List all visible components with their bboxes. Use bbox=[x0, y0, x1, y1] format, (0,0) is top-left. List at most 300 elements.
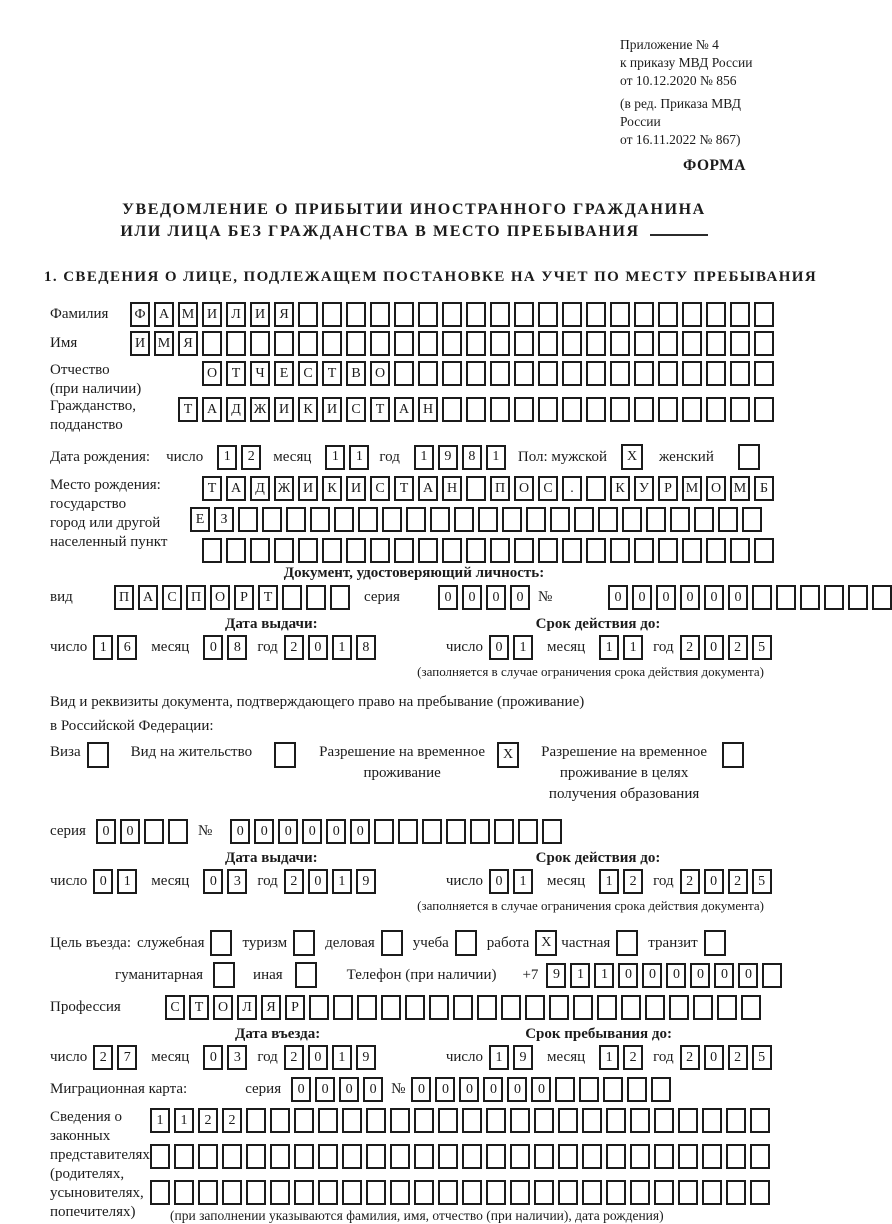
char-cell[interactable]: 0 bbox=[120, 819, 140, 844]
char-cell[interactable] bbox=[150, 1144, 170, 1169]
char-cell[interactable] bbox=[226, 331, 246, 356]
char-cell[interactable] bbox=[442, 361, 462, 386]
profession-cells[interactable] bbox=[165, 995, 761, 1020]
char-cell[interactable] bbox=[762, 963, 782, 988]
stay-until-year[interactable] bbox=[680, 1045, 772, 1070]
char-cell[interactable] bbox=[430, 507, 450, 532]
char-cell[interactable] bbox=[322, 302, 342, 327]
surname-cells[interactable] bbox=[130, 302, 774, 327]
purpose-tourism-checkbox[interactable] bbox=[293, 930, 315, 956]
char-cell[interactable]: 5 bbox=[752, 1045, 772, 1070]
char-cell[interactable] bbox=[726, 1144, 746, 1169]
char-cell[interactable] bbox=[501, 995, 521, 1020]
char-cell[interactable] bbox=[750, 1180, 770, 1205]
char-cell[interactable] bbox=[606, 1180, 626, 1205]
char-cell[interactable] bbox=[382, 507, 402, 532]
char-cell[interactable]: 0 bbox=[462, 585, 482, 610]
char-cell[interactable] bbox=[730, 397, 750, 422]
char-cell[interactable]: X bbox=[497, 742, 519, 768]
char-cell[interactable] bbox=[442, 302, 462, 327]
migration-series-cells[interactable] bbox=[291, 1077, 383, 1102]
char-cell[interactable] bbox=[330, 585, 350, 610]
option-residence-permit-checkbox[interactable] bbox=[274, 742, 296, 768]
birth-place-cells-row2[interactable] bbox=[190, 507, 774, 532]
char-cell[interactable] bbox=[582, 1144, 602, 1169]
purpose-transit-checkbox[interactable] bbox=[704, 930, 726, 956]
char-cell[interactable] bbox=[390, 1108, 410, 1133]
char-cell[interactable] bbox=[534, 1144, 554, 1169]
char-cell[interactable] bbox=[318, 1144, 338, 1169]
char-cell[interactable]: 0 bbox=[203, 869, 223, 894]
char-cell[interactable] bbox=[646, 507, 666, 532]
char-cell[interactable]: 1 bbox=[623, 635, 643, 660]
char-cell[interactable]: 0 bbox=[489, 869, 509, 894]
doc-number-cells[interactable] bbox=[608, 585, 892, 610]
char-cell[interactable] bbox=[318, 1180, 338, 1205]
char-cell[interactable] bbox=[610, 538, 630, 563]
char-cell[interactable]: 1 bbox=[599, 635, 619, 660]
char-cell[interactable]: 0 bbox=[728, 585, 748, 610]
char-cell[interactable]: Б bbox=[754, 476, 774, 501]
char-cell[interactable] bbox=[246, 1108, 266, 1133]
char-cell[interactable] bbox=[562, 538, 582, 563]
char-cell[interactable]: П bbox=[114, 585, 134, 610]
char-cell[interactable] bbox=[442, 397, 462, 422]
char-cell[interactable]: 1 bbox=[513, 869, 533, 894]
char-cell[interactable] bbox=[438, 1144, 458, 1169]
char-cell[interactable]: 7 bbox=[117, 1045, 137, 1070]
char-cell[interactable] bbox=[366, 1108, 386, 1133]
migration-number-cells[interactable] bbox=[411, 1077, 671, 1102]
char-cell[interactable]: 0 bbox=[690, 963, 710, 988]
char-cell[interactable] bbox=[226, 538, 246, 563]
char-cell[interactable]: 0 bbox=[459, 1077, 479, 1102]
char-cell[interactable] bbox=[694, 507, 714, 532]
char-cell[interactable] bbox=[358, 507, 378, 532]
birth-place-cells-row3[interactable] bbox=[202, 538, 774, 563]
char-cell[interactable] bbox=[627, 1077, 647, 1102]
char-cell[interactable]: 2 bbox=[241, 445, 261, 470]
char-cell[interactable] bbox=[342, 1180, 362, 1205]
char-cell[interactable]: 0 bbox=[618, 963, 638, 988]
char-cell[interactable] bbox=[150, 1180, 170, 1205]
char-cell[interactable]: 0 bbox=[278, 819, 298, 844]
char-cell[interactable] bbox=[466, 397, 486, 422]
char-cell[interactable] bbox=[486, 1108, 506, 1133]
char-cell[interactable]: Т bbox=[189, 995, 209, 1020]
char-cell[interactable] bbox=[470, 819, 490, 844]
char-cell[interactable] bbox=[333, 995, 353, 1020]
char-cell[interactable] bbox=[670, 507, 690, 532]
char-cell[interactable]: 6 bbox=[117, 635, 137, 660]
char-cell[interactable] bbox=[586, 538, 606, 563]
option-temp-residence-checkbox[interactable] bbox=[497, 742, 519, 768]
char-cell[interactable] bbox=[455, 930, 477, 956]
char-cell[interactable] bbox=[442, 538, 462, 563]
char-cell[interactable] bbox=[538, 397, 558, 422]
char-cell[interactable] bbox=[210, 930, 232, 956]
char-cell[interactable] bbox=[606, 1144, 626, 1169]
char-cell[interactable]: И bbox=[202, 302, 222, 327]
char-cell[interactable]: 1 bbox=[117, 869, 137, 894]
purpose-study-checkbox[interactable] bbox=[455, 930, 477, 956]
char-cell[interactable] bbox=[562, 361, 582, 386]
char-cell[interactable]: С bbox=[346, 397, 366, 422]
char-cell[interactable] bbox=[282, 585, 302, 610]
char-cell[interactable]: Р bbox=[285, 995, 305, 1020]
purpose-business-checkbox[interactable] bbox=[381, 930, 403, 956]
char-cell[interactable]: Р bbox=[234, 585, 254, 610]
char-cell[interactable]: 0 bbox=[308, 1045, 328, 1070]
char-cell[interactable]: М bbox=[730, 476, 750, 501]
char-cell[interactable]: 0 bbox=[315, 1077, 335, 1102]
char-cell[interactable] bbox=[616, 930, 638, 956]
char-cell[interactable] bbox=[429, 995, 449, 1020]
char-cell[interactable] bbox=[706, 397, 726, 422]
char-cell[interactable]: 2 bbox=[198, 1108, 218, 1133]
purpose-humanitarian-checkbox[interactable] bbox=[213, 962, 235, 988]
char-cell[interactable]: 2 bbox=[284, 869, 304, 894]
char-cell[interactable] bbox=[514, 302, 534, 327]
char-cell[interactable]: 0 bbox=[666, 963, 686, 988]
char-cell[interactable] bbox=[213, 962, 235, 988]
char-cell[interactable]: 2 bbox=[284, 635, 304, 660]
char-cell[interactable] bbox=[390, 1180, 410, 1205]
stay-issue-day[interactable] bbox=[93, 869, 137, 894]
purpose-private-checkbox[interactable] bbox=[616, 930, 638, 956]
stay-valid-year[interactable] bbox=[680, 869, 772, 894]
doc-series-cells[interactable] bbox=[438, 585, 530, 610]
char-cell[interactable]: 0 bbox=[680, 585, 700, 610]
char-cell[interactable]: А bbox=[154, 302, 174, 327]
char-cell[interactable] bbox=[538, 331, 558, 356]
char-cell[interactable] bbox=[298, 331, 318, 356]
char-cell[interactable] bbox=[630, 1108, 650, 1133]
char-cell[interactable]: Л bbox=[226, 302, 246, 327]
char-cell[interactable] bbox=[310, 507, 330, 532]
char-cell[interactable]: Ж bbox=[250, 397, 270, 422]
reps-cells-row2[interactable] bbox=[150, 1144, 770, 1169]
char-cell[interactable] bbox=[494, 819, 514, 844]
char-cell[interactable] bbox=[250, 331, 270, 356]
char-cell[interactable]: 1 bbox=[332, 869, 352, 894]
char-cell[interactable]: 0 bbox=[438, 585, 458, 610]
char-cell[interactable]: Е bbox=[190, 507, 210, 532]
char-cell[interactable] bbox=[621, 995, 641, 1020]
birth-month-cells[interactable] bbox=[325, 445, 369, 470]
char-cell[interactable]: 0 bbox=[507, 1077, 527, 1102]
char-cell[interactable] bbox=[334, 507, 354, 532]
entry-day[interactable] bbox=[93, 1045, 137, 1070]
citizenship-cells[interactable] bbox=[178, 397, 774, 422]
char-cell[interactable] bbox=[466, 302, 486, 327]
patronymic-cells[interactable] bbox=[202, 361, 774, 386]
char-cell[interactable] bbox=[579, 1077, 599, 1102]
stay-issue-month[interactable] bbox=[203, 869, 247, 894]
char-cell[interactable]: 1 bbox=[594, 963, 614, 988]
char-cell[interactable]: 0 bbox=[411, 1077, 431, 1102]
char-cell[interactable]: 9 bbox=[356, 1045, 376, 1070]
char-cell[interactable] bbox=[586, 331, 606, 356]
purpose-other-checkbox[interactable] bbox=[295, 962, 317, 988]
char-cell[interactable] bbox=[562, 302, 582, 327]
char-cell[interactable]: Я bbox=[178, 331, 198, 356]
char-cell[interactable] bbox=[752, 585, 772, 610]
char-cell[interactable] bbox=[654, 1108, 674, 1133]
char-cell[interactable] bbox=[466, 538, 486, 563]
char-cell[interactable]: Т bbox=[258, 585, 278, 610]
char-cell[interactable] bbox=[558, 1180, 578, 1205]
char-cell[interactable]: Е bbox=[274, 361, 294, 386]
char-cell[interactable] bbox=[706, 331, 726, 356]
char-cell[interactable] bbox=[406, 507, 426, 532]
char-cell[interactable]: Т bbox=[202, 476, 222, 501]
char-cell[interactable] bbox=[706, 361, 726, 386]
char-cell[interactable]: 2 bbox=[680, 869, 700, 894]
char-cell[interactable] bbox=[418, 302, 438, 327]
char-cell[interactable] bbox=[586, 476, 606, 501]
char-cell[interactable] bbox=[718, 507, 738, 532]
char-cell[interactable]: Т bbox=[394, 476, 414, 501]
char-cell[interactable] bbox=[381, 930, 403, 956]
char-cell[interactable] bbox=[586, 302, 606, 327]
char-cell[interactable]: . bbox=[562, 476, 582, 501]
char-cell[interactable]: К bbox=[298, 397, 318, 422]
char-cell[interactable]: 1 bbox=[174, 1108, 194, 1133]
char-cell[interactable] bbox=[294, 1108, 314, 1133]
char-cell[interactable] bbox=[222, 1144, 242, 1169]
stay-series-cells[interactable] bbox=[96, 819, 188, 844]
char-cell[interactable] bbox=[466, 476, 486, 501]
char-cell[interactable] bbox=[682, 331, 702, 356]
char-cell[interactable] bbox=[274, 742, 296, 768]
char-cell[interactable]: М bbox=[682, 476, 702, 501]
char-cell[interactable]: Д bbox=[250, 476, 270, 501]
char-cell[interactable] bbox=[742, 507, 762, 532]
char-cell[interactable]: 0 bbox=[302, 819, 322, 844]
char-cell[interactable] bbox=[682, 538, 702, 563]
char-cell[interactable] bbox=[438, 1108, 458, 1133]
char-cell[interactable] bbox=[678, 1108, 698, 1133]
char-cell[interactable] bbox=[394, 302, 414, 327]
char-cell[interactable]: М bbox=[178, 302, 198, 327]
char-cell[interactable] bbox=[558, 1108, 578, 1133]
char-cell[interactable] bbox=[658, 331, 678, 356]
char-cell[interactable] bbox=[466, 361, 486, 386]
char-cell[interactable] bbox=[610, 361, 630, 386]
char-cell[interactable] bbox=[346, 302, 366, 327]
option-temp-residence-edu-checkbox[interactable] bbox=[722, 742, 744, 768]
char-cell[interactable]: Т bbox=[370, 397, 390, 422]
char-cell[interactable] bbox=[586, 361, 606, 386]
char-cell[interactable] bbox=[750, 1144, 770, 1169]
char-cell[interactable] bbox=[366, 1180, 386, 1205]
char-cell[interactable]: Ч bbox=[250, 361, 270, 386]
char-cell[interactable] bbox=[848, 585, 868, 610]
char-cell[interactable] bbox=[562, 331, 582, 356]
char-cell[interactable]: 0 bbox=[203, 1045, 223, 1070]
char-cell[interactable] bbox=[238, 507, 258, 532]
char-cell[interactable]: 1 bbox=[570, 963, 590, 988]
char-cell[interactable]: 1 bbox=[332, 635, 352, 660]
char-cell[interactable]: 2 bbox=[93, 1045, 113, 1070]
char-cell[interactable] bbox=[462, 1108, 482, 1133]
char-cell[interactable] bbox=[514, 361, 534, 386]
char-cell[interactable]: 1 bbox=[489, 1045, 509, 1070]
passport-valid-day[interactable] bbox=[489, 635, 533, 660]
char-cell[interactable] bbox=[462, 1144, 482, 1169]
char-cell[interactable] bbox=[606, 1108, 626, 1133]
char-cell[interactable] bbox=[357, 995, 377, 1020]
char-cell[interactable] bbox=[610, 302, 630, 327]
char-cell[interactable]: С bbox=[370, 476, 390, 501]
char-cell[interactable]: 0 bbox=[714, 963, 734, 988]
char-cell[interactable]: 0 bbox=[230, 819, 250, 844]
char-cell[interactable]: 0 bbox=[203, 635, 223, 660]
char-cell[interactable] bbox=[198, 1180, 218, 1205]
char-cell[interactable] bbox=[824, 585, 844, 610]
char-cell[interactable] bbox=[702, 1180, 722, 1205]
char-cell[interactable] bbox=[610, 397, 630, 422]
birth-year-cells[interactable] bbox=[414, 445, 506, 470]
char-cell[interactable]: 0 bbox=[93, 869, 113, 894]
char-cell[interactable]: 2 bbox=[680, 635, 700, 660]
char-cell[interactable] bbox=[466, 331, 486, 356]
char-cell[interactable] bbox=[454, 507, 474, 532]
stay-until-day[interactable] bbox=[489, 1045, 533, 1070]
char-cell[interactable] bbox=[682, 302, 702, 327]
stay-until-month[interactable] bbox=[599, 1045, 643, 1070]
char-cell[interactable]: 0 bbox=[531, 1077, 551, 1102]
char-cell[interactable] bbox=[514, 538, 534, 563]
char-cell[interactable]: 0 bbox=[96, 819, 116, 844]
char-cell[interactable]: 3 bbox=[227, 869, 247, 894]
char-cell[interactable] bbox=[274, 331, 294, 356]
char-cell[interactable]: 2 bbox=[623, 869, 643, 894]
char-cell[interactable]: О bbox=[202, 361, 222, 386]
char-cell[interactable] bbox=[538, 361, 558, 386]
char-cell[interactable] bbox=[750, 1108, 770, 1133]
char-cell[interactable]: О bbox=[514, 476, 534, 501]
char-cell[interactable] bbox=[654, 1180, 674, 1205]
char-cell[interactable] bbox=[405, 995, 425, 1020]
char-cell[interactable]: 0 bbox=[704, 585, 724, 610]
char-cell[interactable] bbox=[246, 1144, 266, 1169]
char-cell[interactable] bbox=[634, 397, 654, 422]
char-cell[interactable]: С bbox=[162, 585, 182, 610]
char-cell[interactable] bbox=[442, 331, 462, 356]
char-cell[interactable] bbox=[754, 361, 774, 386]
char-cell[interactable]: С bbox=[165, 995, 185, 1020]
char-cell[interactable] bbox=[342, 1144, 362, 1169]
char-cell[interactable] bbox=[754, 331, 774, 356]
char-cell[interactable]: О bbox=[370, 361, 390, 386]
char-cell[interactable]: 1 bbox=[217, 445, 237, 470]
char-cell[interactable] bbox=[394, 361, 414, 386]
char-cell[interactable] bbox=[622, 507, 642, 532]
char-cell[interactable]: 2 bbox=[728, 635, 748, 660]
char-cell[interactable]: А bbox=[418, 476, 438, 501]
char-cell[interactable]: Л bbox=[237, 995, 257, 1020]
char-cell[interactable] bbox=[645, 995, 665, 1020]
entry-year[interactable] bbox=[284, 1045, 376, 1070]
char-cell[interactable]: С bbox=[298, 361, 318, 386]
char-cell[interactable] bbox=[630, 1144, 650, 1169]
char-cell[interactable]: 0 bbox=[435, 1077, 455, 1102]
sex-female-checkbox[interactable] bbox=[738, 444, 760, 470]
char-cell[interactable]: Т bbox=[178, 397, 198, 422]
char-cell[interactable]: 1 bbox=[513, 635, 533, 660]
char-cell[interactable] bbox=[542, 819, 562, 844]
char-cell[interactable] bbox=[738, 444, 760, 470]
char-cell[interactable] bbox=[573, 995, 593, 1020]
char-cell[interactable] bbox=[525, 995, 545, 1020]
char-cell[interactable]: 0 bbox=[339, 1077, 359, 1102]
char-cell[interactable]: 0 bbox=[308, 869, 328, 894]
char-cell[interactable]: 0 bbox=[308, 635, 328, 660]
reps-cells-row3[interactable] bbox=[150, 1180, 770, 1205]
char-cell[interactable] bbox=[754, 538, 774, 563]
char-cell[interactable]: 2 bbox=[284, 1045, 304, 1070]
passport-issue-year[interactable] bbox=[284, 635, 376, 660]
char-cell[interactable]: О bbox=[213, 995, 233, 1020]
stay-valid-month[interactable] bbox=[599, 869, 643, 894]
char-cell[interactable] bbox=[418, 331, 438, 356]
passport-valid-year[interactable] bbox=[680, 635, 772, 660]
char-cell[interactable] bbox=[246, 1180, 266, 1205]
char-cell[interactable] bbox=[510, 1180, 530, 1205]
char-cell[interactable] bbox=[286, 507, 306, 532]
char-cell[interactable] bbox=[669, 995, 689, 1020]
option-visa-checkbox[interactable] bbox=[87, 742, 109, 768]
char-cell[interactable] bbox=[422, 819, 442, 844]
char-cell[interactable] bbox=[597, 995, 617, 1020]
char-cell[interactable]: И bbox=[130, 331, 150, 356]
char-cell[interactable] bbox=[726, 1108, 746, 1133]
char-cell[interactable]: 5 bbox=[752, 635, 772, 660]
char-cell[interactable] bbox=[550, 507, 570, 532]
char-cell[interactable] bbox=[294, 1144, 314, 1169]
char-cell[interactable] bbox=[717, 995, 737, 1020]
char-cell[interactable] bbox=[490, 397, 510, 422]
char-cell[interactable] bbox=[174, 1144, 194, 1169]
char-cell[interactable]: 8 bbox=[356, 635, 376, 660]
char-cell[interactable] bbox=[262, 507, 282, 532]
char-cell[interactable] bbox=[490, 331, 510, 356]
char-cell[interactable] bbox=[295, 962, 317, 988]
char-cell[interactable] bbox=[394, 538, 414, 563]
char-cell[interactable] bbox=[706, 538, 726, 563]
char-cell[interactable] bbox=[538, 302, 558, 327]
doc-kind-cells[interactable] bbox=[114, 585, 350, 610]
char-cell[interactable] bbox=[270, 1108, 290, 1133]
char-cell[interactable]: Я bbox=[261, 995, 281, 1020]
char-cell[interactable]: П bbox=[186, 585, 206, 610]
char-cell[interactable] bbox=[754, 397, 774, 422]
char-cell[interactable] bbox=[398, 819, 418, 844]
char-cell[interactable] bbox=[730, 331, 750, 356]
char-cell[interactable]: К bbox=[322, 476, 342, 501]
char-cell[interactable] bbox=[706, 302, 726, 327]
char-cell[interactable] bbox=[754, 302, 774, 327]
char-cell[interactable]: О bbox=[210, 585, 230, 610]
char-cell[interactable]: 9 bbox=[356, 869, 376, 894]
char-cell[interactable] bbox=[414, 1108, 434, 1133]
char-cell[interactable] bbox=[250, 538, 270, 563]
char-cell[interactable]: Р bbox=[658, 476, 678, 501]
char-cell[interactable] bbox=[722, 742, 744, 768]
char-cell[interactable] bbox=[298, 302, 318, 327]
